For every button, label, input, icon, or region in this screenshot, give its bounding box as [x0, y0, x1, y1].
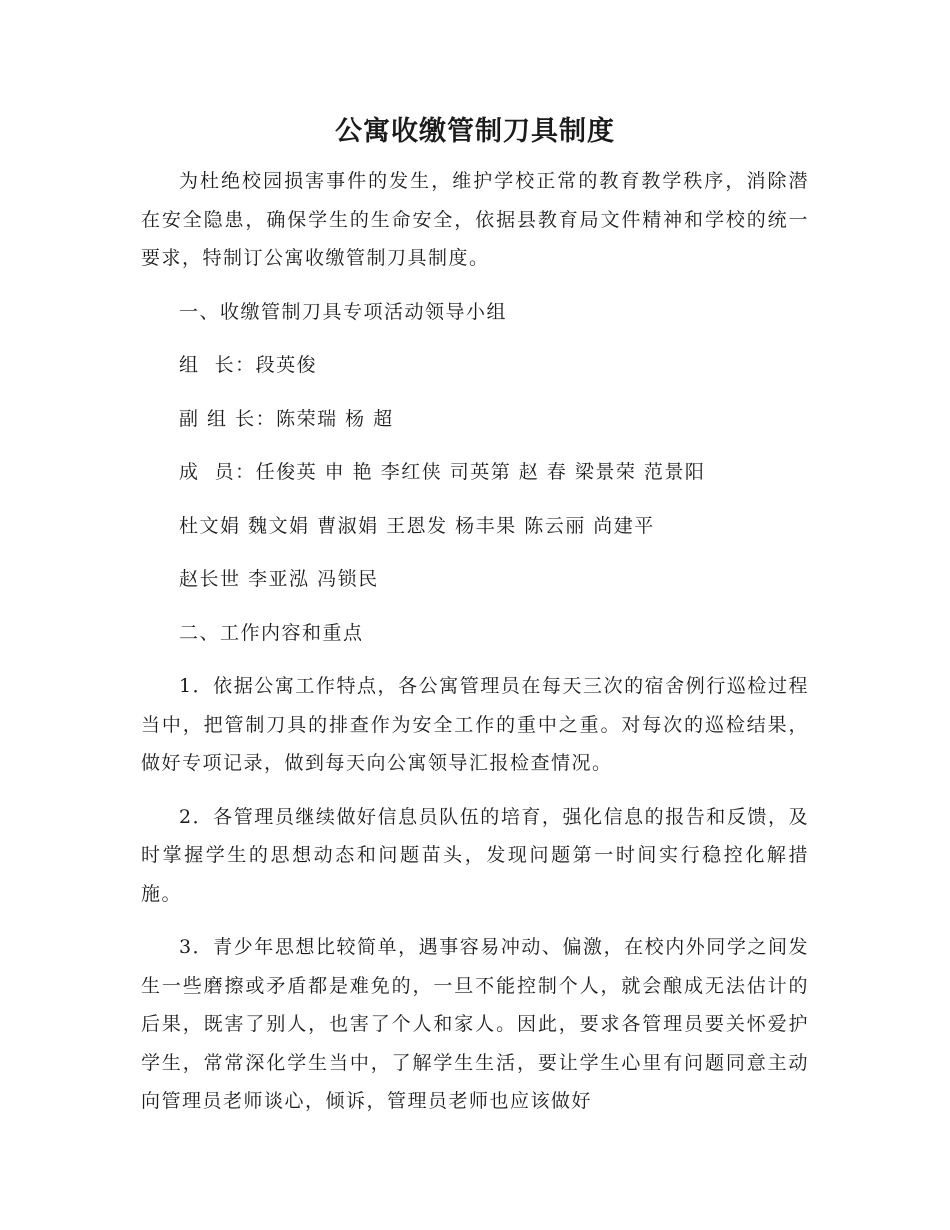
intro-paragraph: 为杜绝校园损害事件的发生，维护学校正常的教育教学秩序，消除潜在安全隐患，确保学生的生命安全，依据县教育局文件精神和学校的统一要求，特制订公寓收缴管制刀具制度。	[141, 170, 809, 269]
members-line-3: 赵长世 李亚泓 冯锁民	[179, 568, 379, 590]
members-line-2: 杜文娟 魏文娟 曹淑娟 王恩发 杨丰果 陈云丽 尚建平	[179, 514, 655, 537]
deputy-leader-line: 副 组 长：陈荣瑞 杨 超	[179, 407, 394, 430]
document-title: 公寓收缴管制刀具制度	[335, 116, 615, 147]
section1-heading: 一、收缴管制刀具专项活动领导小组	[179, 300, 508, 323]
section2-heading: 二、工作内容和重点	[179, 621, 364, 644]
members-line-1: 成 员：任俊英 申 艳 李红侠 司英第 赵 春 梁景荣 范景阳	[179, 461, 706, 483]
item-1-paragraph: 1．依据公寓工作特点，各公寓管理员在每天三次的宿舍例行巡检过程当中，把管制刀具的排查作为安全工作的重中之重。对每次的巡检结果，做好专项记录，做到每天向公寓领导汇报检查情况。	[141, 675, 809, 774]
leader-line: 组 长：段英俊	[179, 354, 318, 376]
document-body	[141, 162, 809, 1121]
item-3-paragraph: 3．青少年思想比较简单，遇事容易冲动、偏激，在校内外同学之间发生一些磨擦或矛盾都是难免的，一旦不能控制个人，就会酿成无法估计的后果，既害了别人，也害了个人和家人。因此，要求各管理员要关怀爱护学生，常常深化学生当中，了解学生生活，要让学生心里有问题同意主动向管理员老师谈心，倾诉，管理员老师也应该做好	[141, 936, 809, 1112]
item-2-paragraph: 2．各管理员继续做好信息员队伍的培育，强化信息的报告和反馈，及时掌握学生的思想动态和问题苗头，发现问题第一时间实行稳控化解措施。	[141, 805, 809, 905]
